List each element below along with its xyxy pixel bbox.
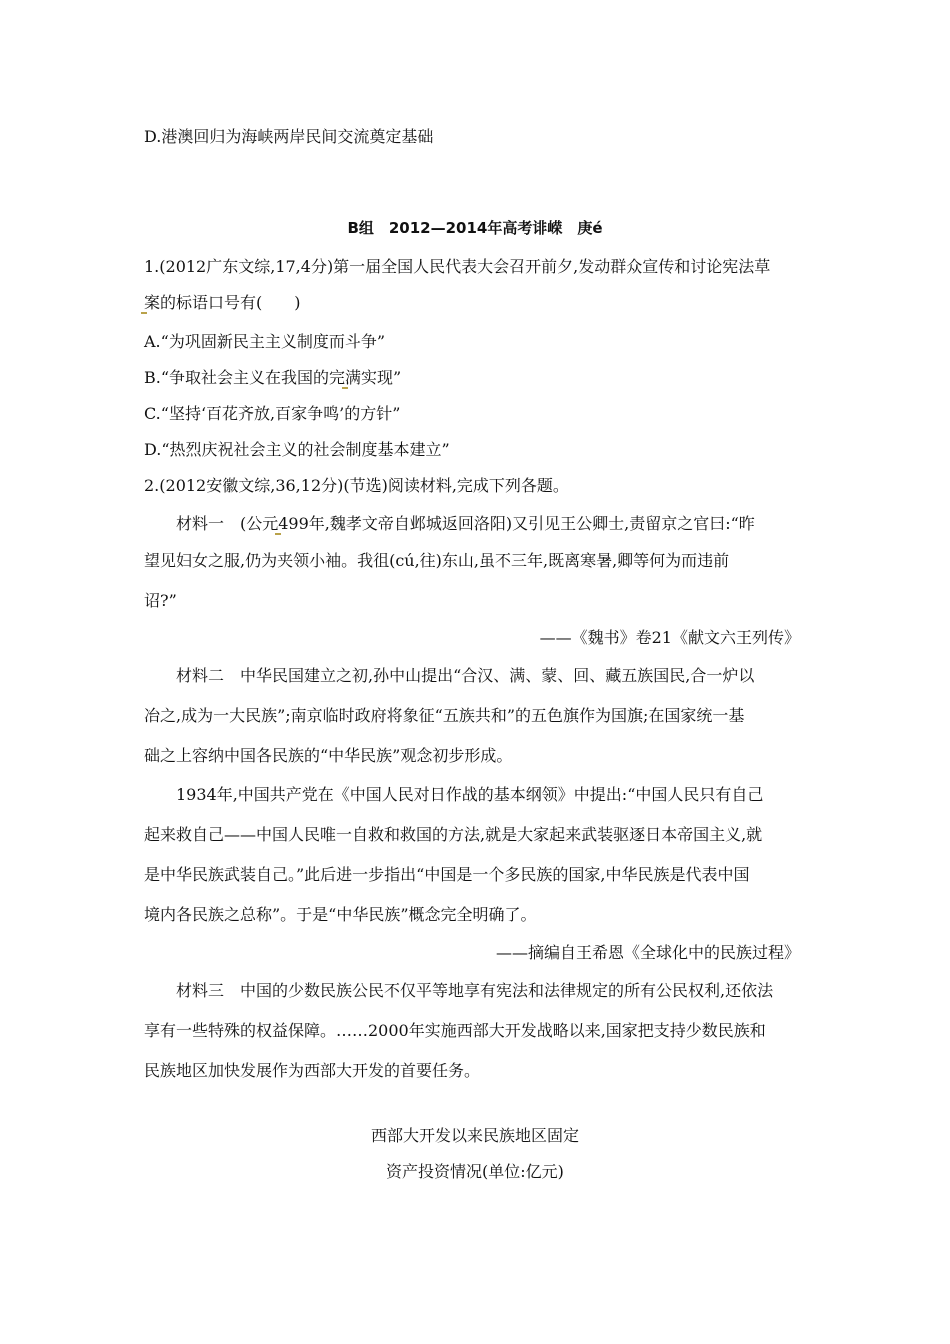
q1-stem-text: 案的标语口号有( ) <box>144 293 301 312</box>
material1-line1 <box>176 513 755 535</box>
material1-line2: 望见妇女之服,仍为夹领小袖。我徂(cú,往)东山,虽不三年,既离寒暑,卿等何为而违前 <box>144 551 730 570</box>
material2-line1: 材料二 中华民国建立之初,孙中山提出“合汉、满、蒙、回、藏五族国民,合一炉以 <box>176 666 755 685</box>
table-caption-line2: 资产投资情况(单位:亿元) <box>386 1162 564 1181</box>
material1-source: ——《魏书》卷21《献文六王列传》 <box>539 628 800 647</box>
table-caption-line1: 西部大开发以来民族地区固定 <box>370 1126 579 1145</box>
q1-option-b <box>144 367 401 389</box>
q2-stem: 2.(2012安徽文综,36,12分)(节选)阅读材料,完成下列各题。 <box>144 476 569 495</box>
q1-option-a: A.“为巩固新民主主义制度而斗争” <box>144 332 386 351</box>
material2-source: ——摘编自王希恩《全球化中的民族过程》 <box>495 943 800 962</box>
q1-option-b-part1: B.“争取社会主义在我国的完 <box>144 368 346 387</box>
material2-para2-line1: 1934年,中国共产党在《中国人民对日作战的基本纲领》中提出:“中国人民只有自己 <box>176 785 764 804</box>
material3-line2: 享有一些特殊的权益保障。……2000年实施西部大开发战略以来,国家把支持少数民族和 <box>144 1021 766 1040</box>
material1-line3: 诏?” <box>144 591 177 610</box>
q1-option-d: D.“热烈庆祝社会主义的社会制度基本建立” <box>144 440 450 459</box>
q1-option-b-part2: 满实现” <box>345 368 402 387</box>
material3-line1: 材料三 中国的少数民族公民不仅平等地享有宪法和法律规定的所有公民权利,还依法 <box>176 981 774 1000</box>
material2-para2-line3: 是中华民族武装自己。”此后进一步指出“中国是一个多民族的国家,中华民族是代表中国 <box>144 865 750 884</box>
material2-line2: 冶之,成为一大民族”;南京临时政府将象征“五族共和”的五色旗作为国旗;在国家统一基 <box>144 706 745 725</box>
q1-stem-line2 <box>144 292 301 314</box>
q1-option-c: C.“坚持‘百花齐放,百家争鸣’的方针” <box>144 404 401 423</box>
material1-label: 材料一 (公元 <box>176 514 279 533</box>
material2-para2-line4: 境内各民族之总称”。于是“中华民族”概念完全明确了。 <box>144 905 537 924</box>
prev-option-d: D.港澳回归为海峡两岸民间交流奠定基础 <box>144 127 434 146</box>
q1-stem-line1: 1.(2012广东文综,17,4分)第一届全国人民代表大会召开前夕,发动群众宣传和讨论宪法草 <box>144 257 771 276</box>
section-heading: B组 2012—2014年高考诽嵘 庚é <box>347 219 603 237</box>
material1-text: 499年,魏孝文帝自邺城返回洛阳)又引见王公卿士,责留京之官曰:“昨 <box>278 514 755 533</box>
material3-line3: 民族地区加快发展作为西部大开发的首要任务。 <box>144 1061 481 1080</box>
material2-para2-line2: 起来救自己——中国人民唯一自救和救国的方法,就是大家起来武装驱逐日本帝国主义,就 <box>144 825 763 844</box>
material2-line3: 础之上容纳中国各民族的“中华民族”观念初步形成。 <box>144 746 513 765</box>
